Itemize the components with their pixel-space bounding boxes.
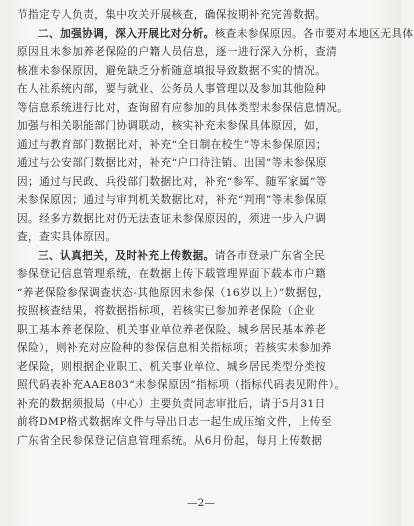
- text-line: [17, 339, 388, 358]
- line-text: 查，查实具体原因。: [17, 231, 117, 243]
- section-heading: 二、加强协调，深入开展比对分析。: [38, 27, 215, 40]
- text-line: [17, 43, 388, 62]
- text-line: [17, 228, 388, 247]
- line-text: 保险），则补充对应险种的参保信息相关指标项；若核实未参加养: [17, 342, 332, 354]
- section-heading: 三、认真把关，及时补充上传数据。: [38, 249, 215, 262]
- text-line: [17, 302, 388, 321]
- line-text: 加强与相关职能部门协调联动，核实补充未参保具体原因，如，: [17, 120, 327, 132]
- line-text: 照代码表补充AAE803“未参保原因”指标项（指标代码表见附件）。: [17, 379, 346, 391]
- text-line: [17, 358, 388, 377]
- text-line: [17, 173, 388, 192]
- line-text: 通过与公安部门数据比对，补充“户口待注销、出国”等未参保原: [17, 157, 327, 169]
- line-text: 核准未参保原因，避免缺乏分析随意填报导致数据不实的情况。: [17, 64, 327, 77]
- document-body: [17, 6, 414, 450]
- line-text: “养老保险参保调查状态-其他原因未参保（16岁以上）”数据包，: [17, 286, 329, 299]
- text-line: [17, 99, 388, 118]
- line-text: 参保登记信息管理系统，在数据上传下载管理界面下载本市户籍: [17, 268, 327, 280]
- line-text: 请各市登录广东省全民: [214, 249, 326, 262]
- line-text: 老保险，则根据企业职工、机关事业单位、城乡居民类型分类按: [17, 360, 327, 373]
- line-text: 按照核查结果，将数据指标项，若核实已参加养老保险（企业: [17, 305, 316, 317]
- text-line: [17, 62, 388, 81]
- line-text: 通过与教育部门数据比对，补充“全日制在校生”等未参保原因；: [17, 138, 327, 151]
- line-text: 节指定专人负责，集中攻关开展核查，确保按期补充完善数据。: [17, 9, 327, 21]
- line-text: 补充的数据须报局（中心）主要负责同志审批后，请于5月31日: [17, 397, 326, 410]
- text-line: [17, 191, 388, 210]
- text-line: [17, 210, 388, 229]
- text-line: [17, 154, 388, 173]
- text-line: [17, 80, 388, 99]
- text-line: [17, 395, 388, 414]
- text-line: [17, 6, 388, 25]
- text-line: [17, 265, 388, 284]
- line-text: 前将DMP格式数据库文件与导出日志一起生成压缩文件，上传至: [17, 416, 332, 428]
- line-text: 因。经多方数据比对仍无法查证未参保原因的，须进一步入户调: [17, 212, 327, 225]
- text-line: [17, 117, 388, 136]
- text-line: [17, 413, 388, 432]
- text-line: [17, 284, 388, 303]
- line-text: 因；通过与民政、兵役部门数据比对，补充“参军、随军家属”等: [17, 175, 327, 188]
- text-line: [17, 432, 388, 451]
- line-text: 核查未参保原因。各市要对本地区无具体: [214, 27, 414, 40]
- line-text: 等信息系统进行比对，查询留有应参加的具体类型未参保信息情况。: [17, 101, 349, 114]
- text-line: [17, 247, 388, 266]
- text-line: [17, 321, 388, 340]
- text-line: [17, 25, 414, 44]
- line-text: 在人社系统内部，要与就业、公务员人事管理以及参加其他险种: [17, 83, 327, 95]
- line-text: 广东省全民参保登记信息管理系统。从6月份起，每月上传数据: [17, 434, 323, 447]
- line-text: 未参保原因；通过与审判机关数据比对，补充“判刑”等未参保原: [17, 194, 327, 206]
- line-text: 职工基本养老保险、机关事业单位养老保险、城乡居民基本养老: [17, 323, 327, 336]
- text-line: [17, 136, 388, 155]
- text-line: [17, 376, 388, 395]
- page-number: —2—: [187, 497, 215, 509]
- line-text: 原因且未参加养老保险的户籍人员信息，逐一进行深入分析，查清: [17, 46, 338, 58]
